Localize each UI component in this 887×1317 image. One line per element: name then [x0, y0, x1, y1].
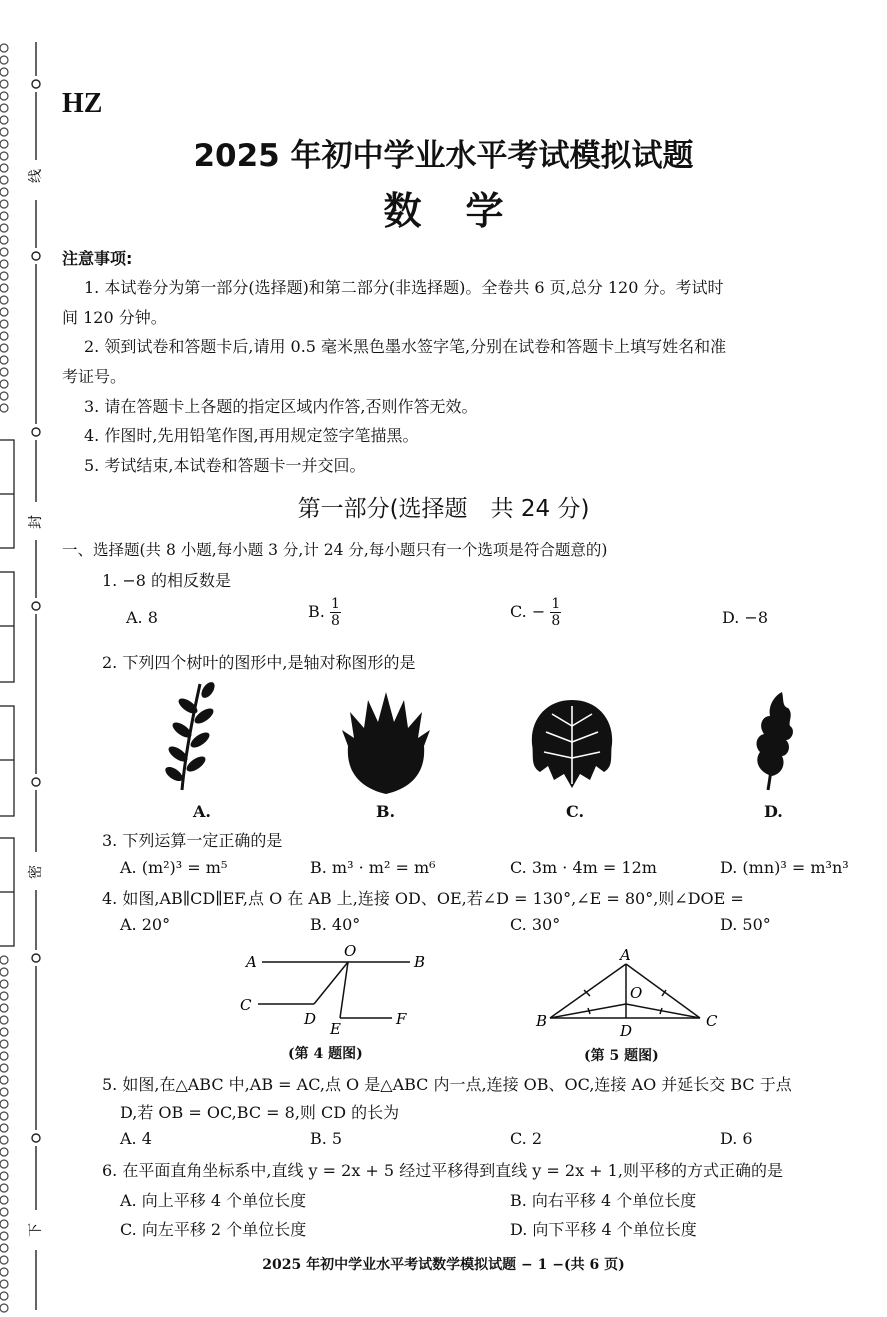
q3-option-c: C. 3m · 4m = 12m	[510, 858, 657, 877]
q4-option-a: A. 20°	[120, 915, 171, 934]
q1-stem: 1. −8 的相反数是	[102, 571, 232, 590]
q4-figure-caption: (第 4 题图)	[288, 1046, 363, 1062]
leaf-label-c: C.	[566, 802, 585, 821]
q1-option-d: D. −8	[722, 608, 769, 627]
fig4-label-C: C	[240, 996, 252, 1014]
q4-option-b: B. 40°	[310, 915, 361, 934]
leaf-figure-a	[160, 678, 230, 798]
leaf-figure-d	[748, 686, 800, 794]
paper-code: HZ	[62, 88, 103, 119]
q4-option-d: D. 50°	[720, 915, 771, 934]
leaf-label-d: D.	[764, 802, 783, 821]
q2-stem: 2. 下列四个树叶的图形中,是轴对称图形的是	[102, 653, 416, 672]
notice-item-5: 5. 考试结束,本试卷和答题卡一并交回。	[84, 456, 366, 475]
fig5-label-D: D	[620, 1022, 633, 1040]
fig4-label-D: D	[304, 1010, 317, 1028]
q5-option-d: D. 6	[720, 1129, 753, 1148]
subject-title: 数学	[383, 189, 548, 233]
notice-heading: 注意事项:	[62, 249, 133, 268]
q3-option-a: A. (m²)³ = m⁵	[120, 858, 228, 877]
fig5-label-C: C	[706, 1012, 718, 1030]
q5-option-c: C. 2	[510, 1129, 543, 1148]
q6-option-a: A. 向上平移 4 个单位长度	[120, 1191, 307, 1210]
fig4-label-E: E	[330, 1020, 341, 1038]
leaf-figure-c	[528, 696, 616, 790]
margin-label-xia: 下	[28, 1223, 44, 1237]
margin-label-mi: 密	[28, 865, 44, 879]
fig5-label-A: A	[620, 946, 631, 964]
fig4-label-F: F	[396, 1010, 407, 1028]
q6-option-b: B. 向右平移 4 个单位长度	[510, 1191, 697, 1210]
margin-label-xian: 线	[28, 169, 44, 183]
leaf-label-b: B.	[376, 802, 396, 821]
q1-option-b: B. $\frac{1}{8}$	[308, 596, 340, 629]
fig4-label-O: O	[344, 942, 357, 960]
fig4-label-B: B	[414, 953, 426, 971]
notice-item-4: 4. 作图时,先用铅笔作图,再用规定签字笔描黑。	[84, 426, 419, 445]
page-footer: 2025 年初中学业水平考试数学模拟试题 − 1 −(共 6 页)	[262, 1257, 625, 1273]
q5-stem-line2: D,若 OB = OC,BC = 8,则 CD 的长为	[120, 1103, 400, 1122]
q5-option-b: B. 5	[310, 1129, 343, 1148]
section1-instruction: 一、选择题(共 8 小题,每小题 3 分,计 24 分,每小题只有一个选项是符合题意的)	[62, 541, 608, 559]
fig5-label-O: O	[630, 984, 643, 1002]
q3-option-d: D. (mn)³ = m³n³	[720, 858, 849, 877]
notice-item-2: 2. 领到试卷和答题卡后,请用 0.5 毫米黑色墨水签字笔,分别在试卷和答题卡上填写姓名和准	[84, 337, 727, 356]
fig5-label-B: B	[536, 1012, 548, 1030]
leaf-figure-b	[338, 690, 434, 798]
q6-option-c: C. 向左平移 2 个单位长度	[120, 1220, 307, 1239]
notice-item-1: 1. 本试卷分为第一部分(选择题)和第二部分(非选择题)。全卷共 6 页,总分 120 分。考试时	[84, 278, 724, 297]
q5-stem-line1: 5. 如图,在△ABC 中,AB = AC,点 O 是△ABC 内一点,连接 OB、OC,连接 AO 并延长交 BC 于点	[102, 1075, 792, 1094]
section1-title: 第一部分(选择题 共 24 分)	[297, 496, 590, 522]
notice-item-2-cont: 考证号。	[62, 367, 127, 386]
q1-option-c: C. − $\frac{1}{8}$	[510, 596, 561, 629]
leaf-label-a: A.	[193, 802, 211, 821]
q6-stem: 6. 在平面直角坐标系中,直线 y = 2x + 5 经过平移得到直线 y = 2x + 1,则平移的方式正确的是	[102, 1161, 783, 1180]
q5-option-a: A. 4	[120, 1129, 152, 1148]
q3-option-b: B. m³ · m² = m⁶	[310, 858, 436, 877]
q5-figure-caption: (第 5 题图)	[584, 1048, 659, 1064]
q3-stem: 3. 下列运算一定正确的是	[102, 831, 283, 850]
fig4-label-A: A	[246, 953, 257, 971]
notice-item-3: 3. 请在答题卡上各题的指定区域内作答,否则作答无效。	[84, 397, 478, 416]
q4-stem: 4. 如图,AB∥CD∥EF,点 O 在 AB 上,连接 OD、OE,若∠D = 130°,∠E = 80°,则∠DOE =	[102, 889, 744, 908]
figure-q4	[236, 938, 446, 1038]
figure-q5	[530, 944, 730, 1040]
notice-item-1-cont: 间 120 分钟。	[62, 308, 167, 327]
q1-option-a: A. 8	[126, 608, 158, 627]
q6-option-d: D. 向下平移 4 个单位长度	[510, 1220, 697, 1239]
exam-title: 2025 年初中学业水平考试模拟试题	[193, 138, 694, 174]
margin-label-feng: 封	[28, 515, 44, 529]
q4-option-c: C. 30°	[510, 915, 561, 934]
